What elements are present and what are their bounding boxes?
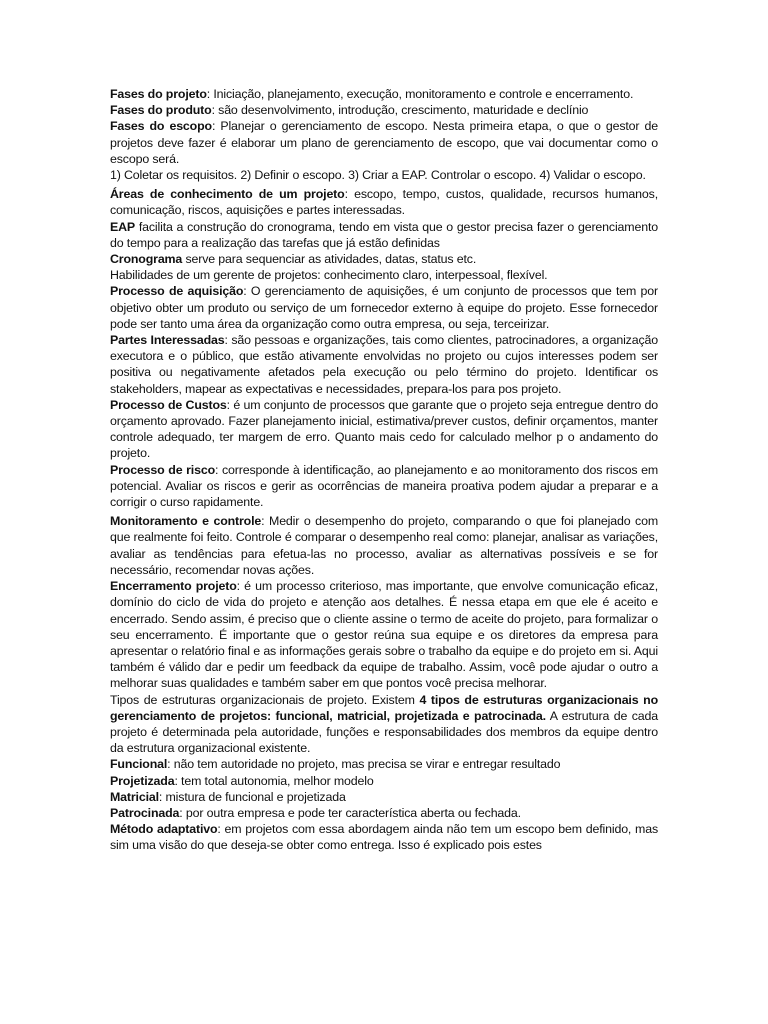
paragraph-estruturas bbox=[110, 692, 658, 757]
term-label: Fases do projeto bbox=[110, 87, 207, 101]
term-text: : escopo, tempo, custos, qualidade, recursos humanos, comunicação, riscos, aquisições e partes interessadas. bbox=[110, 187, 658, 218]
paragraph-patrocinada bbox=[110, 805, 658, 821]
term-text: : são pessoas e organizações, tais como clientes, patrocinadores, a organização executora e o público, que estão ativamente envolvidas no projeto ou cujos interesses podem ser positiva ou negativamente afetados pela execução ou pelo término do projeto. Identificar os stakeholders, mapear as expectativas e necessidades, prepara-los para pos projeto. bbox=[110, 333, 658, 396]
term-label: Fases do escopo bbox=[110, 119, 212, 134]
structures-rest: A estrutura de cada projeto é determinada pela autoridade, funções e responsabilidades dos membros da equipe dentro da estrutura organizacional existente. bbox=[110, 708, 659, 756]
term-text: : tem total autonomia, melhor modelo bbox=[174, 773, 374, 788]
term-label: Matricial bbox=[110, 789, 159, 804]
term-text: : Iniciação, planejamento, execução, monitoramento e controle e encerramento. bbox=[206, 87, 634, 101]
paragraph-cronograma bbox=[110, 251, 658, 267]
paragraph-escopo-steps bbox=[110, 167, 658, 183]
term-text: : são desenvolvimento, introdução, crescimento, maturidade e declínio bbox=[211, 103, 589, 118]
term-text: facilita a construção do cronograma, tendo em vista que o gestor precisa fazer o gerenciamento do tempo para a realização das tarefas que já estão definidas bbox=[110, 219, 658, 250]
term-text: : é um processo criterioso, mas importante, que envolve comunicação eficaz, domínio do ciclo de vida do projeto e atenção aos detalhes. É nessa etapa em que ele é aceito e encerrado. Sendo assim, é preciso que o cliente assine o termo de aceite do projeto, para formalizar o seu encerramento. É importante que o gestor reúna sua equipe e os diretores da empresa para apresentar o relatório final e as informações gerais sobre o trabalho da equipe e do projeto em si. Aqui também é válido dar e pedir um feedback da equipe de trabalho. Assim, você pode ajudar o outro a melhorar suas qualidades e também saber em que pontos você precisa melhorar. bbox=[110, 579, 658, 691]
paragraph-fases-projeto bbox=[110, 86, 658, 102]
term-text: : por outra empresa e pode ter característica aberta ou fechada. bbox=[179, 805, 521, 820]
term-label: EAP bbox=[110, 219, 136, 234]
term-label: Fases do produto bbox=[110, 103, 212, 118]
paragraph-processo-aquisicao bbox=[110, 283, 658, 332]
paragraph-eap bbox=[110, 219, 658, 251]
paragraph-metodo-adaptativo bbox=[110, 821, 658, 853]
paragraph-areas-conhecimento bbox=[110, 186, 658, 218]
term-label: Partes Interessadas bbox=[110, 333, 225, 348]
structures-intro: Tipos de estruturas organizacionais de projeto. Existem bbox=[110, 692, 420, 707]
term-label: Cronograma bbox=[110, 252, 183, 267]
term-label: Monitoramento e controle bbox=[110, 514, 262, 529]
paragraph-fases-produto bbox=[110, 102, 658, 118]
paragraph-fases-escopo bbox=[110, 118, 658, 167]
term-label: Processo de Custos bbox=[110, 397, 227, 412]
term-text: : O gerenciamento de aquisições, é um conjunto de processos que tem por objetivo obter um produto ou serviço de um fornecedor externo à equipe do projeto. Esse fornecedor pode ser tanto uma área da organização como outra empresa, ou seja, terceirizar. bbox=[110, 284, 659, 331]
paragraph-habilidades bbox=[110, 267, 658, 283]
term-label: Encerramento projeto bbox=[110, 579, 237, 594]
term-label: Método adaptativo bbox=[110, 822, 218, 837]
document-body bbox=[110, 86, 658, 854]
paragraph-encerramento bbox=[110, 578, 658, 691]
paragraph-matricial bbox=[110, 789, 658, 805]
term-text: : é um conjunto de processos que garante que o projeto seja entregue dentro do orçamento aprovado. Fazer planejamento inicial, estimativa/prever custos, definir orçamentos, manter controle adequado, ter margem de erro. Quanto mais cedo for calculado melhor p o andamento do projeto. bbox=[110, 397, 658, 461]
term-text: : Medir o desempenho do projeto, comparando o que foi planejado com que realmente foi feito. Controle é comparar o desempenho real como: planejar, analisar as variações, avaliar as tendências para efetua-las no processo, avaliar as alternativas possíveis e se for necessário, recomendar novas ações. bbox=[110, 514, 658, 577]
term-text: serve para sequenciar as atividades, datas, status etc. bbox=[182, 252, 477, 267]
term-text: : não tem autoridade no projeto, mas precisa se virar e entregar resultado bbox=[167, 757, 561, 772]
term-label: Áreas de conhecimento de um projeto bbox=[110, 187, 345, 202]
paragraph-processo-custos bbox=[110, 397, 658, 462]
paragraph-partes-interessadas bbox=[110, 332, 658, 397]
term-label: Processo de risco bbox=[110, 462, 215, 477]
paragraph-projetizada bbox=[110, 773, 658, 789]
term-text: 1) Coletar os requisitos. 2) Definir o escopo. 3) Criar a EAP. Controlar o escopo. 4) Validar o escopo. bbox=[110, 168, 646, 183]
term-text: : Planejar o gerenciamento de escopo. Nesta primeira etapa, o que o gestor de projetos deve fazer é elaborar um plano de gerenciamento de escopo, que vai documentar como o escopo será. bbox=[110, 119, 658, 166]
term-label: Processo de aquisição bbox=[110, 284, 244, 299]
term-text: : mistura de funcional e projetizada bbox=[158, 789, 346, 804]
term-text: : em projetos com essa abordagem ainda não tem um escopo bem definido, mas sim uma visão do que deseja-se obter como entrega. Isso é explicado pois estes bbox=[110, 822, 658, 853]
term-label: Patrocinada bbox=[110, 805, 180, 820]
term-label: Funcional bbox=[110, 757, 168, 772]
structures-highlight: 4 tipos de estruturas organizacionais no gerenciamento de projetos: funcional, matricial, projetizada e patrocinada. bbox=[110, 692, 658, 723]
term-text: : corresponde à identificação, ao planejamento e ao monitoramento dos riscos em potencial. Avaliar os riscos e gerir as ocorrências de maneira proativa podem ajudar a preparar e a corrigir o curso rapidamente. bbox=[110, 462, 658, 510]
term-text: Habilidades de um gerente de projetos: conhecimento claro, interpessoal, flexível. bbox=[110, 268, 548, 283]
term-label: Projetizada bbox=[110, 773, 175, 788]
paragraph-funcional bbox=[110, 756, 658, 772]
paragraph-monitoramento bbox=[110, 513, 658, 578]
paragraph-processo-risco bbox=[110, 462, 658, 511]
